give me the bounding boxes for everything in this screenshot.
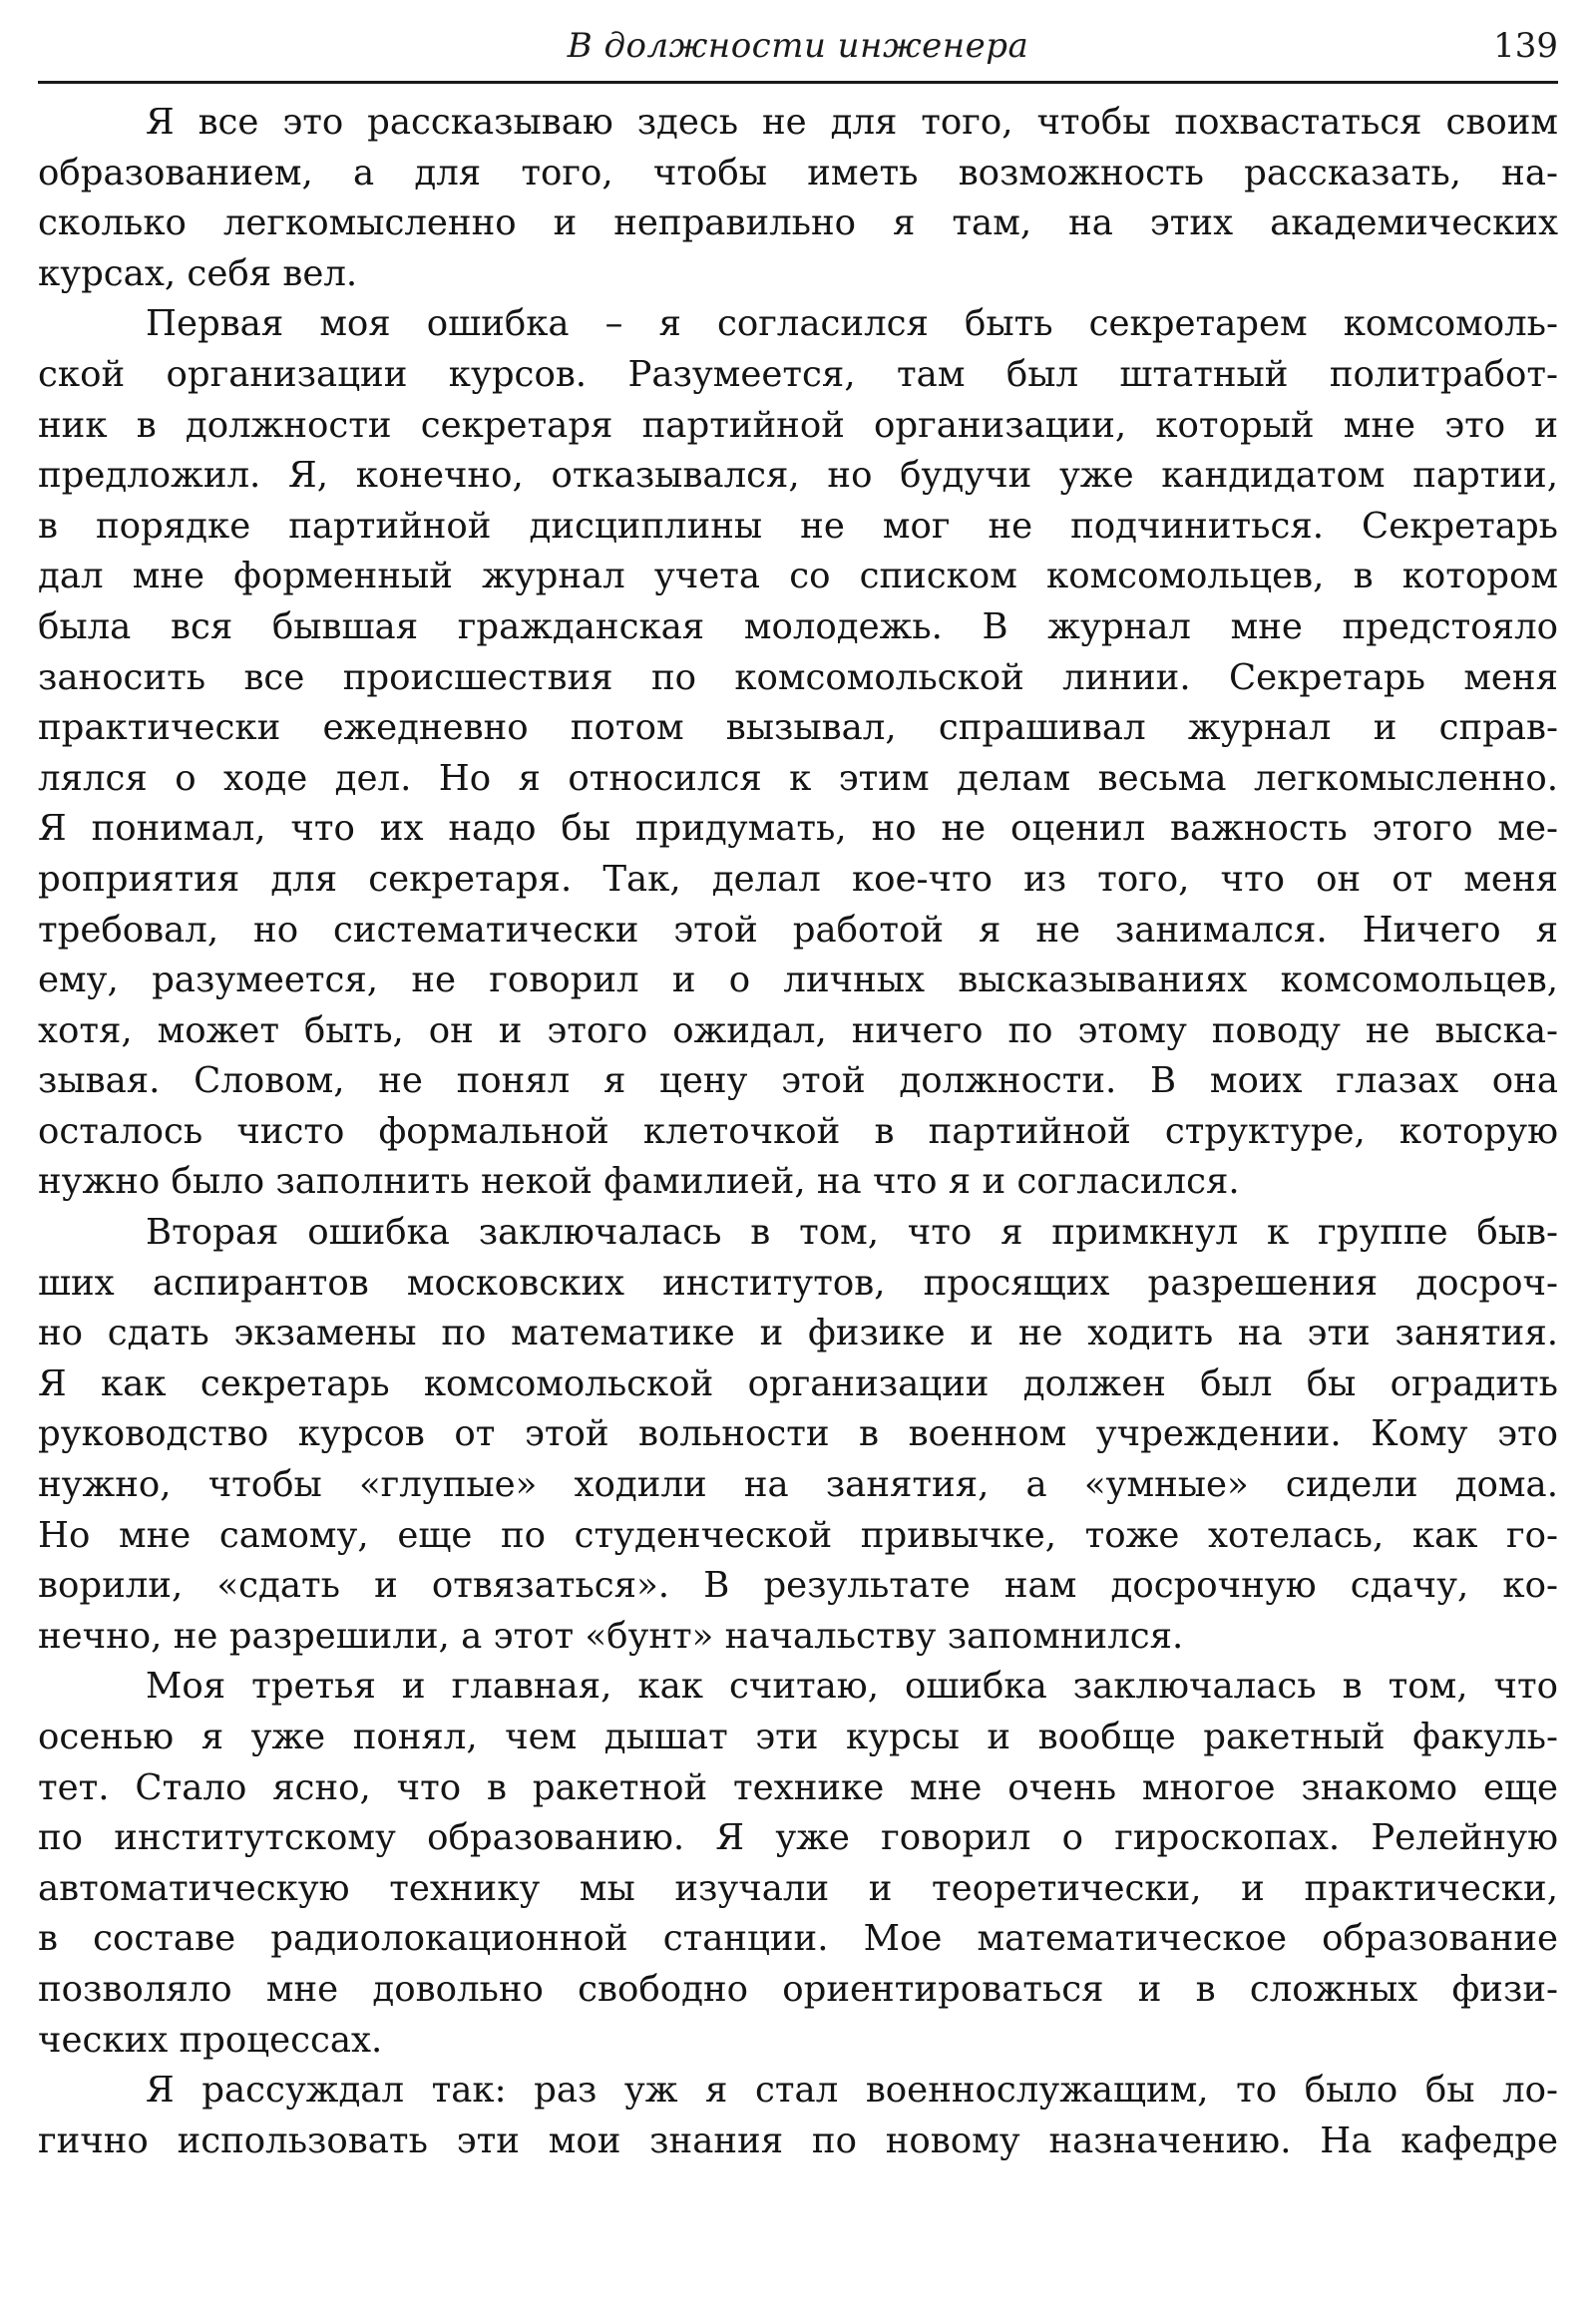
text-line: Я как секретарь комсомольской организации должен был бы оградить: [38, 1362, 1558, 1404]
text-line: руководство курсов от этой вольности в военном учреждении. Кому это: [38, 1413, 1558, 1455]
header-rule: [38, 81, 1558, 84]
text-line: тет. Стало ясно, что в ракетной технике мне очень многое знакомо еще: [38, 1766, 1558, 1808]
text-line: в составе радиолокационной станции. Мое математическое образование: [38, 1918, 1558, 1960]
text-line: в порядке партийной дисциплины не мог не подчиниться. Секретарь: [38, 505, 1558, 547]
text-line: позволяло мне довольно свободно ориентироваться и в сложных физи-: [38, 1968, 1558, 2010]
paragraph: [38, 2066, 1558, 2166]
paragraph: [38, 1662, 1558, 2066]
body-text: [38, 98, 1558, 2166]
text-line: была вся бывшая гражданская молодежь. В журнал мне предстояло: [38, 605, 1558, 647]
paragraph: [38, 299, 1558, 1208]
text-line: дал мне форменный журнал учета со списком комсомольцев, в котором: [38, 556, 1558, 597]
text-line: Но мне самому, еще по студенческой привычке, тоже хотелась, как го-: [38, 1514, 1558, 1556]
text-line: образованием, а для того, чтобы иметь возможность рассказать, на-: [38, 152, 1558, 193]
text-line: зывая. Словом, не понял я цену этой должности. В моих глазах она: [38, 1060, 1558, 1102]
text-line: автоматическую технику мы изучали и теоретически, и практически,: [38, 1867, 1558, 1909]
text-line: роприятия для секретаря. Так, делал кое-что из того, что он от меня: [38, 858, 1558, 900]
running-header: [38, 22, 1558, 80]
text-line: ской организации курсов. Разумеется, там был штатный политработ-: [38, 353, 1558, 395]
text-line: Я понимал, что их надо бы придумать, но не оценил важность этого ме-: [38, 808, 1558, 850]
text-line: по институтскому образованию. Я уже говорил о гироскопах. Релейную: [38, 1817, 1558, 1859]
text-line: гично использовать эти мои знания по новому назначению. На кафедре: [38, 2119, 1558, 2161]
text-line: требовал, но систематически этой работой я не занимался. Ничего я: [38, 909, 1558, 951]
running-title: В должности инженера: [567, 26, 1029, 66]
text-line: осенью я уже понял, чем дышат эти курсы и вообще ракетный факуль-: [38, 1717, 1558, 1757]
text-line: практически ежедневно потом вызывал, спрашивал журнал и справ-: [38, 707, 1558, 749]
text-line: заносить все происшествия по комсомольской линии. Секретарь меня: [38, 656, 1558, 698]
text-line: лялся о ходе дел. Но я относился к этим делам весьма легкомысленно.: [38, 757, 1558, 799]
text-line: курсах, себя вел.: [38, 252, 358, 294]
text-line: Я все это рассказываю здесь не для того, чтобы похвастаться своим: [146, 102, 1558, 143]
text-line: ему, разумеется, не говорил и о личных высказываниях комсомольцев,: [38, 960, 1558, 1001]
text-line: сколько легкомысленно и неправильно я там, на этих академических: [38, 202, 1558, 244]
text-line: нечно, не разрешили, а этот «бунт» начальству запомнился.: [38, 1615, 1184, 1657]
text-line: Первая моя ошибка – я согласился быть секретарем комсомоль-: [146, 303, 1558, 345]
text-line: хотя, может быть, он и этого ожидал, ничего по этому поводу не выска-: [38, 1009, 1558, 1051]
text-line: нужно, чтобы «глупые» ходили на занятия, а «умные» сидели дома.: [38, 1464, 1558, 1506]
text-line: но сдать экзамены по математике и физике и не ходить на эти занятия.: [38, 1313, 1558, 1354]
paragraph: [38, 98, 1558, 299]
text-line: ник в должности секретаря партийной организации, который мне это и: [38, 404, 1558, 446]
text-line: предложил. Я, конечно, отказывался, но будучи уже кандидатом партии,: [38, 455, 1558, 497]
text-line: осталось чисто формальной клеточкой в партийной структуре, которую: [38, 1110, 1558, 1152]
text-line: ческих процессах.: [38, 2019, 383, 2061]
text-line: ворили, «сдать и отвязаться». В результате нам досрочную сдачу, ко-: [38, 1565, 1558, 1607]
text-line: нужно было заполнить некой фамилией, на что я и согласился.: [38, 1161, 1240, 1203]
text-line: ших аспирантов московских институтов, просящих разрешения досроч-: [38, 1262, 1558, 1304]
page-number: 139: [1493, 26, 1558, 66]
text-line: Моя третья и главная, как считаю, ошибка заключалась в том, что: [146, 1666, 1558, 1708]
paragraph: [38, 1208, 1558, 1662]
text-line: Вторая ошибка заключалась в том, что я примкнул к группе быв-: [146, 1212, 1558, 1254]
text-line: Я рассуждал так: раз уж я стал военнослужащим, то было бы ло-: [146, 2070, 1558, 2112]
